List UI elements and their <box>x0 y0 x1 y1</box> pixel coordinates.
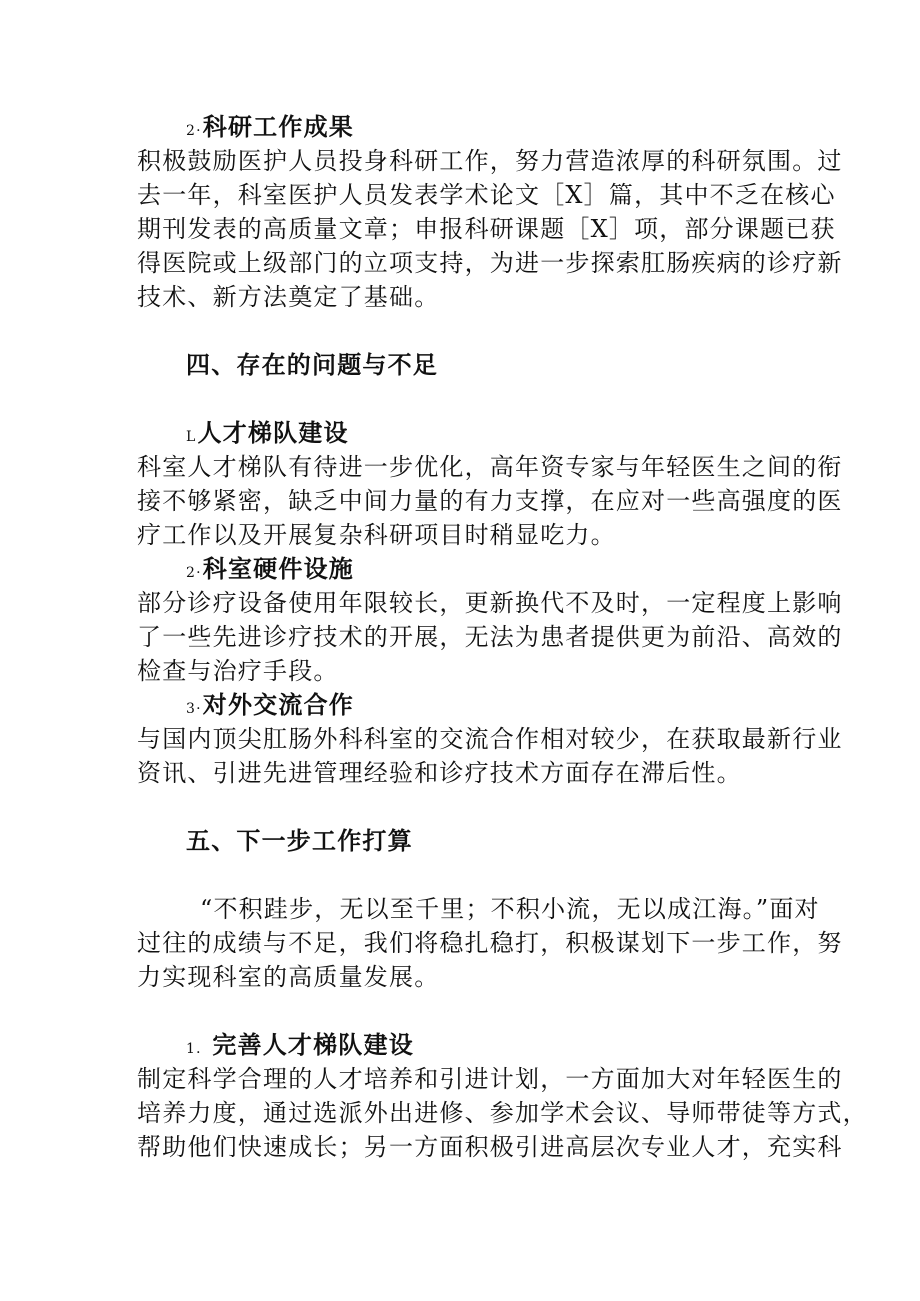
heading-text: 对外交流合作 <box>202 690 354 719</box>
paragraph-line: 得医院或上级部门的立项支持，为进一步探索肛肠疾病的诊疗新 <box>137 249 843 277</box>
paragraph-line: 积极鼓励医护人员投身科研工作，努力营造浓厚的科研氛围。过 <box>137 147 843 175</box>
hardware-facilities-heading <box>186 552 354 590</box>
paragraph-line: 帮助他们快速成长；另一方面积极引进高层次专业人才，充实科 <box>137 1133 843 1161</box>
chapter-4-title: 四、存在的问题与不足 <box>186 350 438 379</box>
paragraph-line: 培养力度，通过选派外出进修、参加学术会议、导师带徒等方式， <box>137 1099 868 1127</box>
paragraph-line: 力实现科室的高质量发展。 <box>137 963 440 991</box>
paragraph-line: 接不够紧密，缺乏中间力量的有力支撑，在应对一些高强度的医 <box>137 487 843 515</box>
paragraph-line: 了一些先进诊疗技术的开展，无法为患者提供更为前沿、高效的 <box>137 623 843 651</box>
heading-text: 科研工作成果 <box>202 112 354 141</box>
talent-echelon-heading <box>186 416 349 454</box>
heading-number: 1． <box>186 1041 212 1057</box>
paragraph-line: 疗工作以及开展复杂科研项目时稍显吃力。 <box>137 521 616 549</box>
paragraph-line: 部分诊疗设备使用年限较长，更新换代不及时，一定程度上影响 <box>137 589 843 617</box>
heading-text: 科室硬件设施 <box>202 554 354 583</box>
paragraph-line: 技术、新方法奠定了基础。 <box>137 283 440 311</box>
heading-number: 3· <box>186 701 202 717</box>
heading-text: 人才梯队建设 <box>197 418 349 447</box>
paragraph-line: 去一年，科室医护人员发表学术论文［X］篇，其中不乏在核心 <box>137 181 836 209</box>
heading-number: 2· <box>186 565 202 581</box>
heading-number: 2· <box>186 123 202 139</box>
heading-text: 完善人才梯队建设 <box>212 1030 414 1059</box>
paragraph-line: 科室人才梯队有待进一步优化，高年资专家与年轻医生之间的衔 <box>137 453 843 481</box>
paragraph-line: 制定科学合理的人才培养和引进计划，一方面加大对年轻医生的 <box>137 1065 843 1093</box>
research-results-heading <box>186 110 354 148</box>
chapter-5-title: 五、下一步工作打算 <box>186 826 413 855</box>
paragraph-line: 与国内顶尖肛肠外科科室的交流合作相对较少，在获取最新行业 <box>137 725 843 753</box>
paragraph-line: 资讯、引进先进管理经验和诊疗技术方面存在滞后性。 <box>137 759 742 787</box>
heading-number: L <box>186 429 197 445</box>
paragraph-line: 检查与治疗手段。 <box>137 657 339 685</box>
paragraph-line: 过往的成绩与不足，我们将稳扎稳打，积极谋划下一步工作，努 <box>137 929 843 957</box>
improve-talent-echelon-heading <box>186 1028 414 1066</box>
external-cooperation-heading <box>186 688 354 726</box>
paragraph-line: 期刊发表的高质量文章；申报科研课题［X］项，部分课题已获 <box>137 215 836 243</box>
paragraph-line: “不积跬步，无以至千里；不积小流，无以成江海。”面对 <box>200 895 820 923</box>
